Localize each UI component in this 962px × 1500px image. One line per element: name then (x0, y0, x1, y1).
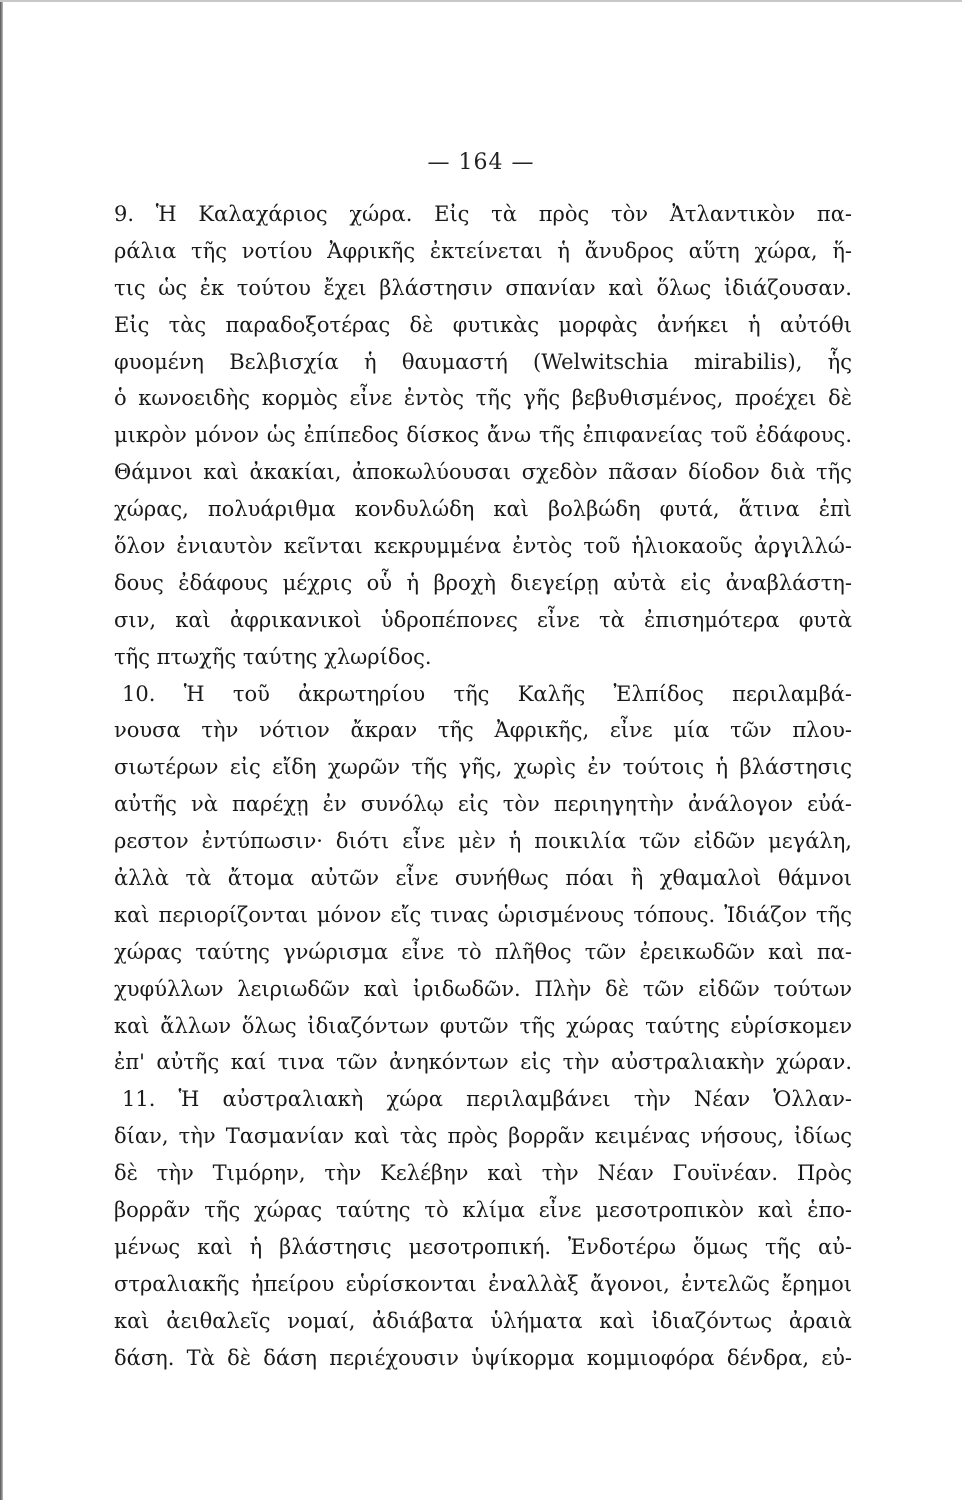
text-line: μένως καὶ ἡ βλάστησις μεσοτροπική. Ἐνδοτέρω ὅμως τῆς αὐ- (114, 1234, 852, 1259)
text-line: σιν, καὶ ἀφρικανικοὶ ὑδροπέπονες εἶνε τὰ ἐπισημότερα φυτὰ (114, 607, 852, 632)
page-number: — 164 — (427, 150, 535, 175)
body-text (114, 196, 852, 1377)
text-line: μικρὸν μόνον ὡς ἐπίπεδος δίσκος ἄνω τῆς ἐπιφανείας τοῦ ἐδάφους. (114, 423, 852, 448)
text-line: δὲ τὴν Τιμόρην, τὴν Κελέβην καὶ τὴν Νέαν Γουϊνέαν. Πρὸς (114, 1161, 852, 1186)
text-line: αὐτῆς νὰ παρέχῃ ἐν συνόλῳ εἰς τὸν περιηγητὴν ἀνάλογον εὐά- (114, 792, 852, 817)
text-line: Θάμνοι καὶ ἀκακίαι, ἀποκωλύουσαι σχεδὸν πᾶσαν δίοδον διὰ τῆς (114, 460, 852, 485)
text-line: καὶ ἄλλων ὅλως ἰδιαζόντων φυτῶν τῆς χώρας ταύτης εὑρίσκομεν (114, 1013, 852, 1038)
text-line: 11. Ἡ αὐστραλιακὴ χώρα περιλαμβάνει τὴν Νέαν Ὁλλαν- (122, 1087, 852, 1112)
text-line: τῆς πτωχῆς ταύτης χλωρίδος. (114, 644, 432, 669)
text-line: δους ἐδάφους μέχρις οὗ ἡ βροχὴ διεγείρῃ αὐτὰ εἰς ἀναβλάστη- (114, 570, 852, 595)
text-line: ὁ κωνοειδὴς κορμὸς εἶνε ἐντὸς τῆς γῆς βεβυθισμένος, προέχει δὲ (114, 386, 852, 411)
scan-edge-left (0, 0, 3, 1500)
text-line: καὶ περιορίζονται μόνον εἴς τινας ὡρισμένους τόπους. Ἰδιάζον τῆς (114, 902, 852, 927)
text-line: σιωτέρων εἰς εἴδη χωρῶν τῆς γῆς, χωρὶς ἐν τούτοις ἡ βλάστησις (114, 755, 852, 780)
text-line: δίαν, τὴν Τασμανίαν καὶ τὰς πρὸς βορρᾶν κειμένας νήσους, ἰδίως (114, 1124, 852, 1149)
text-line: χώρας, πολυάριθμα κονδυλώδη καὶ βολβώδη φυτά, ἅτινα ἐπὶ (114, 497, 852, 522)
text-line: ρεστον ἐντύπωσιν· διότι εἶνε μὲν ἡ ποικιλία τῶν εἰδῶν μεγάλη, (114, 829, 852, 854)
text-line: νουσα τὴν νότιον ἄκραν τῆς Ἀφρικῆς, εἶνε μία τῶν πλου- (114, 718, 852, 743)
text-line: Εἰς τὰς παραδοξοτέρας δὲ φυτικὰς μορφὰς ἀνήκει ἡ αὐτόθι (114, 312, 852, 337)
text-line: στραλιακῆς ἠπείρου εὑρίσκονται ἐναλλὰξ ἄγονοι, ἐντελῶς ἔρημοι (114, 1271, 852, 1296)
text-line: ἐπ' αὐτῆς καί τινα τῶν ἀνηκόντων εἰς τὴν αὐστραλιακὴν χώραν. (114, 1050, 852, 1075)
text-line: βορρᾶν τῆς χώρας ταύτης τὸ κλίμα εἶνε μεσοτροπικὸν καὶ ἑπο- (114, 1198, 852, 1223)
text-line: 10. Ἡ τοῦ ἀκρωτηρίου τῆς Καλῆς Ἐλπίδος περιλαμβά- (122, 681, 852, 706)
text-line: τις ὡς ἐκ τούτου ἔχει βλάστησιν σπανίαν καὶ ὅλως ἰδιάζουσαν. (114, 275, 852, 300)
text-line: ὅλον ἐνιαυτὸν κεῖνται κεκρυμμένα ἐντὸς τοῦ ἡλιοκαοῦς ἀργιλλώ- (114, 534, 852, 559)
text-line: 9. Ἡ Καλαχάριος χώρα. Εἰς τὰ πρὸς τὸν Ἀτλαντικὸν πα- (114, 202, 852, 226)
text-line: φυομένη Βελβισχία ἡ θαυμαστή (Welwitschia mirabilis), ἧς (114, 349, 852, 374)
text-line: καὶ ἀειθαλεῖς νομαί, ἀδιάβατα ὑλήματα καὶ ἰδιαζόντως ἀραιὰ (114, 1308, 852, 1333)
text-line: χώρας ταύτης γνώρισμα εἶνε τὸ πλῆθος τῶν ἐρεικωδῶν καὶ πα- (114, 939, 852, 964)
text-line: ράλια τῆς νοτίου Ἀφρικῆς ἐκτείνεται ἡ ἄνυδρος αὕτη χώρα, ἥ- (114, 238, 852, 263)
text-line: δάση. Τὰ δὲ δάση περιέχουσιν ὑψίκορμα κομμιοφόρα δένδρα, εὐ- (114, 1345, 852, 1370)
text-line: ἀλλὰ τὰ ἄτομα αὐτῶν εἶνε συνήθως πόαι ἢ χθαμαλοὶ θάμνοι (114, 866, 852, 891)
scan-edge-top (0, 0, 962, 2)
text-line: χυφύλλων λειριωδῶν καὶ ἰριδωδῶν. Πλὴν δὲ τῶν εἰδῶν τούτων (114, 976, 852, 1001)
